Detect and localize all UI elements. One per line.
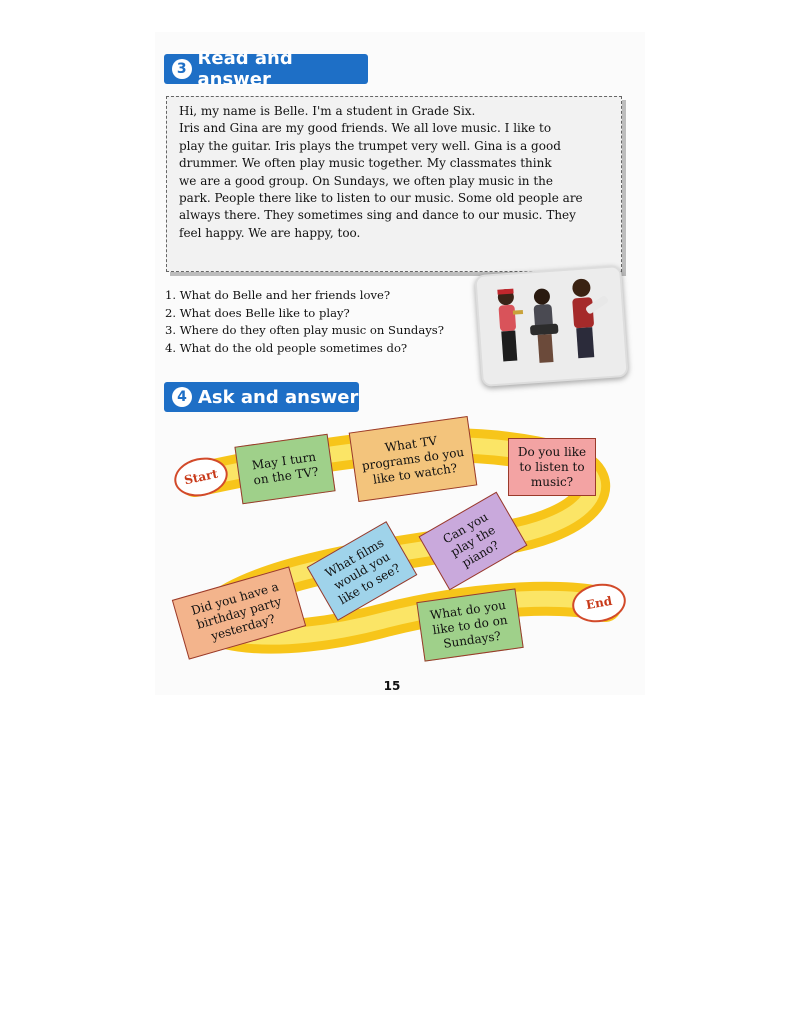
section-4-heading bbox=[164, 382, 359, 412]
passage-line: park. People there like to listen to our music. Some old people are bbox=[179, 191, 583, 206]
question-card: Do you like to listen to music? bbox=[508, 438, 596, 496]
section-number: 3 bbox=[172, 59, 192, 79]
passage-line: drummer. We often play music together. My classmates think bbox=[179, 156, 552, 171]
passage-line: always there. They sometimes sing and dance to our music. They bbox=[179, 208, 576, 223]
page-number: 15 bbox=[383, 679, 401, 693]
question-item: 4. What do the old people sometimes do? bbox=[165, 340, 408, 355]
question-card: Can you play the piano? bbox=[419, 492, 528, 591]
question-item: 3. Where do they often play music on Sundays? bbox=[165, 323, 444, 338]
question-card: Did you have a birthday party yesterday? bbox=[172, 566, 306, 659]
question-list bbox=[165, 287, 444, 357]
passage-line: Hi, my name is Belle. I'm a student in Grade Six. bbox=[179, 104, 476, 118]
start-marker: Start bbox=[171, 453, 232, 501]
band-photo bbox=[474, 265, 628, 387]
question-card: May I turn on the TV? bbox=[234, 434, 335, 505]
question-card: What TV programs do you like to watch? bbox=[349, 416, 478, 502]
section-title: Ask and answer bbox=[198, 386, 359, 408]
question-item: 1. What do Belle and her friends love? bbox=[165, 288, 391, 302]
passage-line: Iris and Gina are my good friends. We all love music. I like to bbox=[179, 121, 552, 136]
end-marker: End bbox=[569, 580, 629, 627]
question-item: 2. What does Belle like to play? bbox=[165, 305, 350, 320]
band-illustration bbox=[476, 267, 626, 385]
passage-line: play the guitar. Iris plays the trumpet very well. Gina is a good bbox=[179, 138, 561, 153]
question-card: What films would you like to see? bbox=[307, 521, 418, 621]
passage-line: we are a good group. On Sundays, we often play music in the bbox=[179, 173, 553, 188]
question-card: What do you like to do on Sundays? bbox=[416, 588, 523, 661]
section-title: Read and answer bbox=[197, 48, 293, 90]
passage-line: feel happy. We are happy, too. bbox=[179, 225, 361, 240]
section-number: 4 bbox=[172, 387, 192, 407]
section-3-heading bbox=[164, 48, 368, 90]
reading-passage bbox=[166, 96, 622, 272]
